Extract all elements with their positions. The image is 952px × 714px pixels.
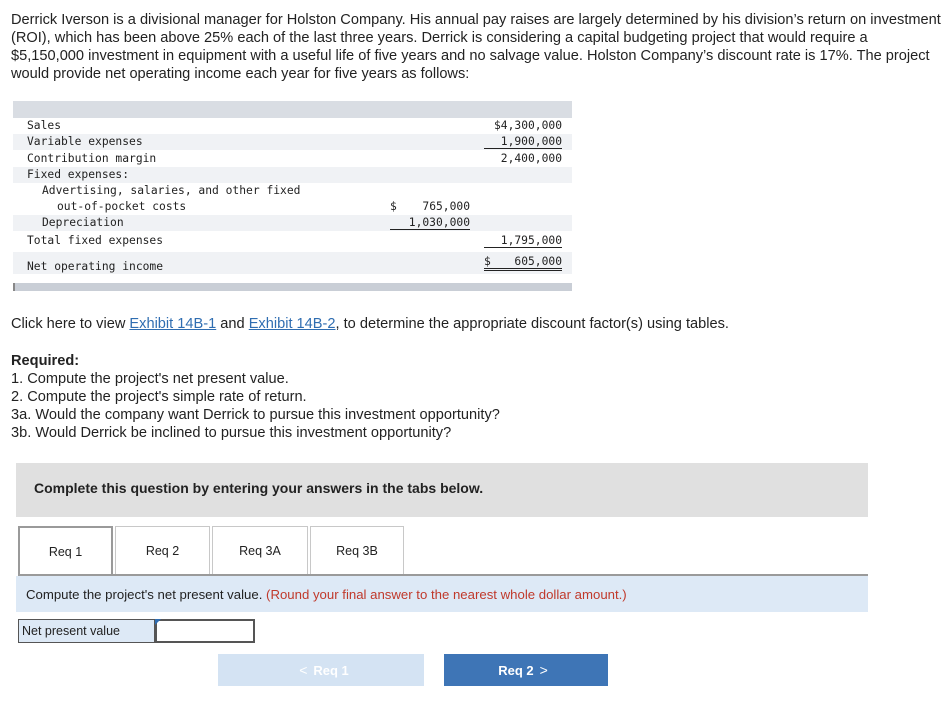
exhibit-line (11, 316, 729, 332)
tab-req-3a[interactable]: Req 3A (212, 526, 308, 574)
sales-value: $4,300,000 (493, 119, 562, 132)
next-req-button[interactable] (444, 654, 608, 686)
variable-expenses-label: Variable expenses (27, 135, 143, 148)
npv-label: Net present value (18, 619, 155, 643)
advertising-label-line2: out-of-pocket costs (57, 200, 187, 213)
instruction-text: Compute the project's net present value. (26, 587, 263, 602)
row-advertising-2 (13, 199, 572, 215)
required-item-3b: 3b. Would Derrick be inclined to pursue this investment opportunity? (11, 425, 452, 441)
exhibit-middle: and (216, 316, 249, 332)
complete-question-banner (16, 463, 868, 517)
noi-dollar-sign: $ (484, 255, 491, 268)
exhibit-suffix: , to determine the appropriate discount factor(s) using tables. (335, 316, 729, 332)
instruction-bar (16, 576, 868, 612)
input-corner-marker (155, 619, 161, 625)
chevron-right-icon: > (539, 662, 548, 678)
row-sales (13, 118, 572, 134)
required-item-1: 1. Compute the project's net present value. (11, 371, 289, 387)
sales-label: Sales (27, 119, 62, 132)
row-advertising-1 (13, 183, 572, 199)
depreciation-value: 1,030,000 (390, 216, 470, 230)
fixed-expenses-label: Fixed expenses: (27, 168, 130, 181)
contribution-margin-value: 2,400,000 (500, 152, 562, 165)
required-item-3a: 3a. Would the company want Derrick to pursue this investment opportunity? (11, 407, 500, 423)
row-fixed-expenses-header (13, 167, 572, 183)
instruction-note: (Round your final answer to the nearest whole dollar amount.) (266, 587, 627, 602)
total-fixed-value: 1,795,000 (484, 234, 562, 248)
advertising-value: 765,000 (422, 200, 470, 213)
tab-req-2[interactable]: Req 2 (115, 526, 210, 574)
complete-question-text: Complete this question by entering your answers in the tabs below. (34, 480, 484, 496)
income-statement-table (13, 101, 572, 291)
row-depreciation (13, 215, 572, 231)
required-item-2: 2. Compute the project's simple rate of return. (11, 389, 307, 405)
next-req-label: Req 2 (498, 662, 534, 678)
table-top-bar (13, 101, 572, 118)
required-heading: Required: (11, 353, 80, 369)
variable-expenses-value: 1,900,000 (484, 135, 562, 149)
row-total-fixed (13, 233, 572, 249)
required-section (11, 352, 500, 442)
exhibit-14b-1-link[interactable]: Exhibit 14B-1 (129, 316, 217, 332)
total-fixed-label: Total fixed expenses (27, 234, 164, 247)
row-net-operating-income (13, 252, 572, 274)
advertising-label-line1: Advertising, salaries, and other fixed (42, 184, 301, 197)
instruction-text-wrap (26, 587, 627, 602)
advertising-dollar-sign: $ (390, 200, 397, 213)
row-contribution-margin (13, 151, 572, 167)
table-bottom-bar (13, 283, 572, 291)
depreciation-label: Depreciation (42, 216, 124, 229)
exhibit-prefix: Click here to view (11, 316, 130, 332)
tab-req-1[interactable]: Req 1 (18, 526, 113, 576)
noi-label: Net operating income (27, 260, 164, 273)
tab-req-3b[interactable]: Req 3B (310, 526, 404, 574)
prev-req-button[interactable] (218, 654, 424, 686)
problem-intro: Derrick Iverson is a divisional manager for Holston Company. His annual pay raises are largely determined by his division’s return on investment (ROI), which has been above 25% each of the last three years. Derrick is considering a capital budgeting project that would require a $5,150,000 investment in equipment with a useful life of five years and no salvage value. Holston Company’s discount rate is 17%. The project would provide net operating income each year for five years as follows: (11, 12, 941, 82)
prev-req-label: Req 1 (313, 662, 349, 678)
noi-value: 605,000 (484, 255, 562, 271)
exhibit-14b-2-link[interactable]: Exhibit 14B-2 (248, 316, 336, 332)
npv-input[interactable] (155, 619, 255, 643)
row-variable-expenses (13, 134, 572, 150)
chevron-left-icon: < (299, 662, 308, 678)
contribution-margin-label: Contribution margin (27, 152, 157, 165)
